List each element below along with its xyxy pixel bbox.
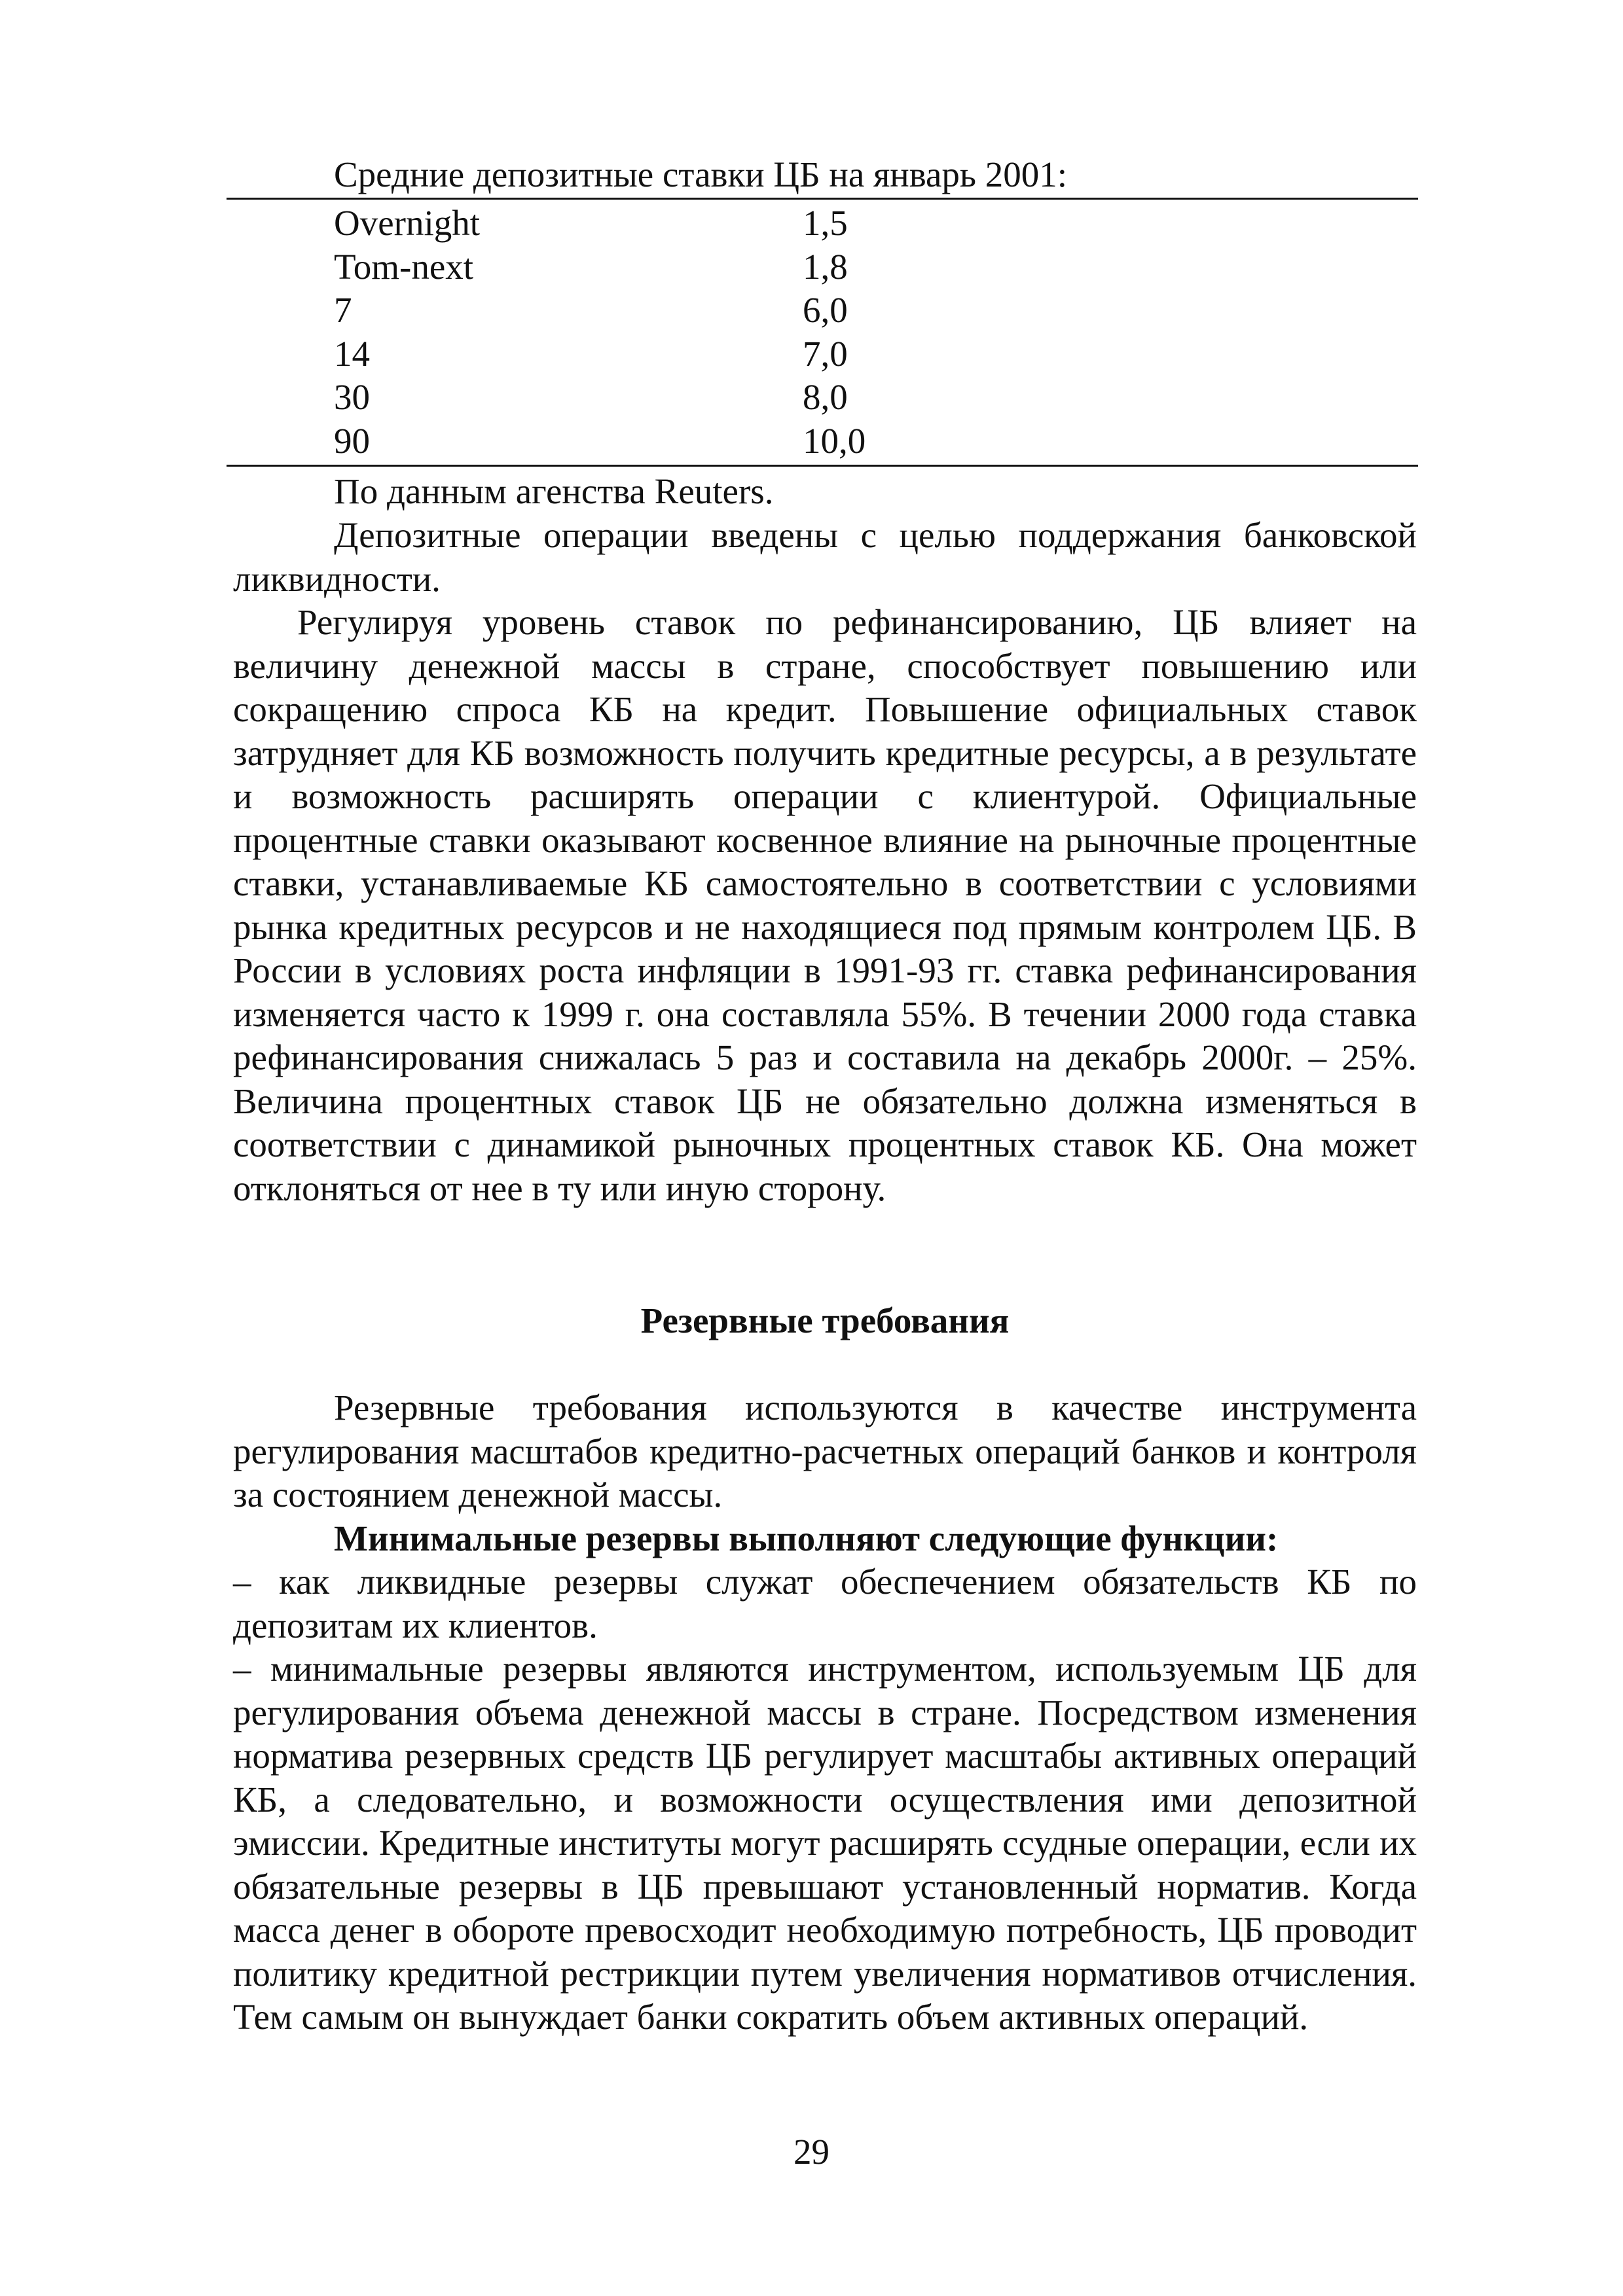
term-cell: Overnight bbox=[334, 203, 481, 243]
subheading-functions: Минимальные резервы выполняют следующие функции: bbox=[334, 1518, 1279, 1558]
rate-cell: 1,5 bbox=[803, 203, 848, 243]
rate-cell: 10,0 bbox=[803, 420, 866, 461]
paragraph-refinancing: Регулируя уровень ставок по рефинансированию, ЦБ влияет на величину денежной массы в стране, способствует повышению или сокращению спроса КБ на кредит. Повышение официальных ставок затрудняет для КБ возможность получить кредитные ресурсы, а в результате и возможность расширять операции с клиентурой. Официальные процентные ставки оказывают косвенное влияние на рыночные процентные ставки, устанавливаемые КБ самостоятельно в соответствии с условиями рынка кредитных ресурсов и не находящиеся под прямым контролем ЦБ. В России в условиях роста инфляции в 1991-93 гг. ставка рефинансирования изменяется часто к 1999 г. она составляла 55%. В течении 2000 года ставка рефинансирования снижалась 5 раз и составила на декабрь 2000г. – 25%. Величина процентных ставок ЦБ не обязательно должна изменяться в соответствии с динамикой рыночных процентных ставок КБ. Она может отклоняться от нее в ту или иную сторону. bbox=[233, 602, 1417, 1208]
table-source-note: По данным агенства Reuters. bbox=[334, 471, 774, 511]
term-cell: 90 bbox=[334, 420, 370, 461]
section-heading: Резервные требования bbox=[640, 1300, 1010, 1340]
table-title: Средние депозитные ставки ЦБ на январь 2001: bbox=[334, 154, 1068, 194]
term-cell: 14 bbox=[334, 333, 370, 374]
table-row bbox=[334, 289, 989, 332]
table-row bbox=[334, 202, 989, 245]
rate-cell: 1,8 bbox=[803, 246, 848, 287]
list-item: – минимальные резервы являются инструментом, используемым ЦБ для регулирования объема денежной массы в стране. Посредством изменения норматива резервных средств ЦБ регулирует масштабы активных операций КБ, а следовательно, и возможности осуществления ими депозитной эмиссии. Кредитные институты могут расширять ссудные операции, если их обязательные резервы в ЦБ превышают установленный норматив. Когда масса денег в обороте превосходит необходимую потребность, ЦБ проводит политику кредитной рестрикции путем увеличения нормативов отчисления. Тем самым он вынуждает банки сократить объем активных операций. bbox=[233, 1649, 1417, 2037]
rate-cell: 8,0 bbox=[803, 377, 848, 417]
paragraph-deposit-operations: Депозитные операции введены с целью поддержания банковской ликвидности. bbox=[233, 515, 1417, 599]
term-cell: 7 bbox=[334, 290, 352, 330]
term-cell: Tom-next bbox=[334, 246, 474, 287]
table-bottom-rule bbox=[227, 465, 1418, 467]
table-row bbox=[334, 420, 989, 463]
rate-cell: 7,0 bbox=[803, 333, 848, 374]
list-item: – как ликвидные резервы служат обеспечением обязательств КБ по депозитам их клиентов. bbox=[233, 1562, 1417, 1645]
page-number: 29 bbox=[793, 2132, 830, 2172]
table-top-rule bbox=[227, 198, 1418, 200]
term-cell: 30 bbox=[334, 377, 370, 417]
table-row bbox=[334, 376, 989, 420]
rate-cell: 6,0 bbox=[803, 290, 848, 330]
table-row bbox=[334, 245, 989, 289]
text-block-2 bbox=[233, 1386, 1417, 2039]
text-block-1 bbox=[233, 514, 1417, 1210]
table-row bbox=[334, 332, 989, 376]
paragraph-reserve-requirements: Резервные требования используются в качестве инструмента регулирования масштабов кредитно-расчетных операций банков и контроля за состоянием денежной массы. bbox=[233, 1388, 1417, 1515]
deposit-rates-table bbox=[334, 202, 989, 463]
